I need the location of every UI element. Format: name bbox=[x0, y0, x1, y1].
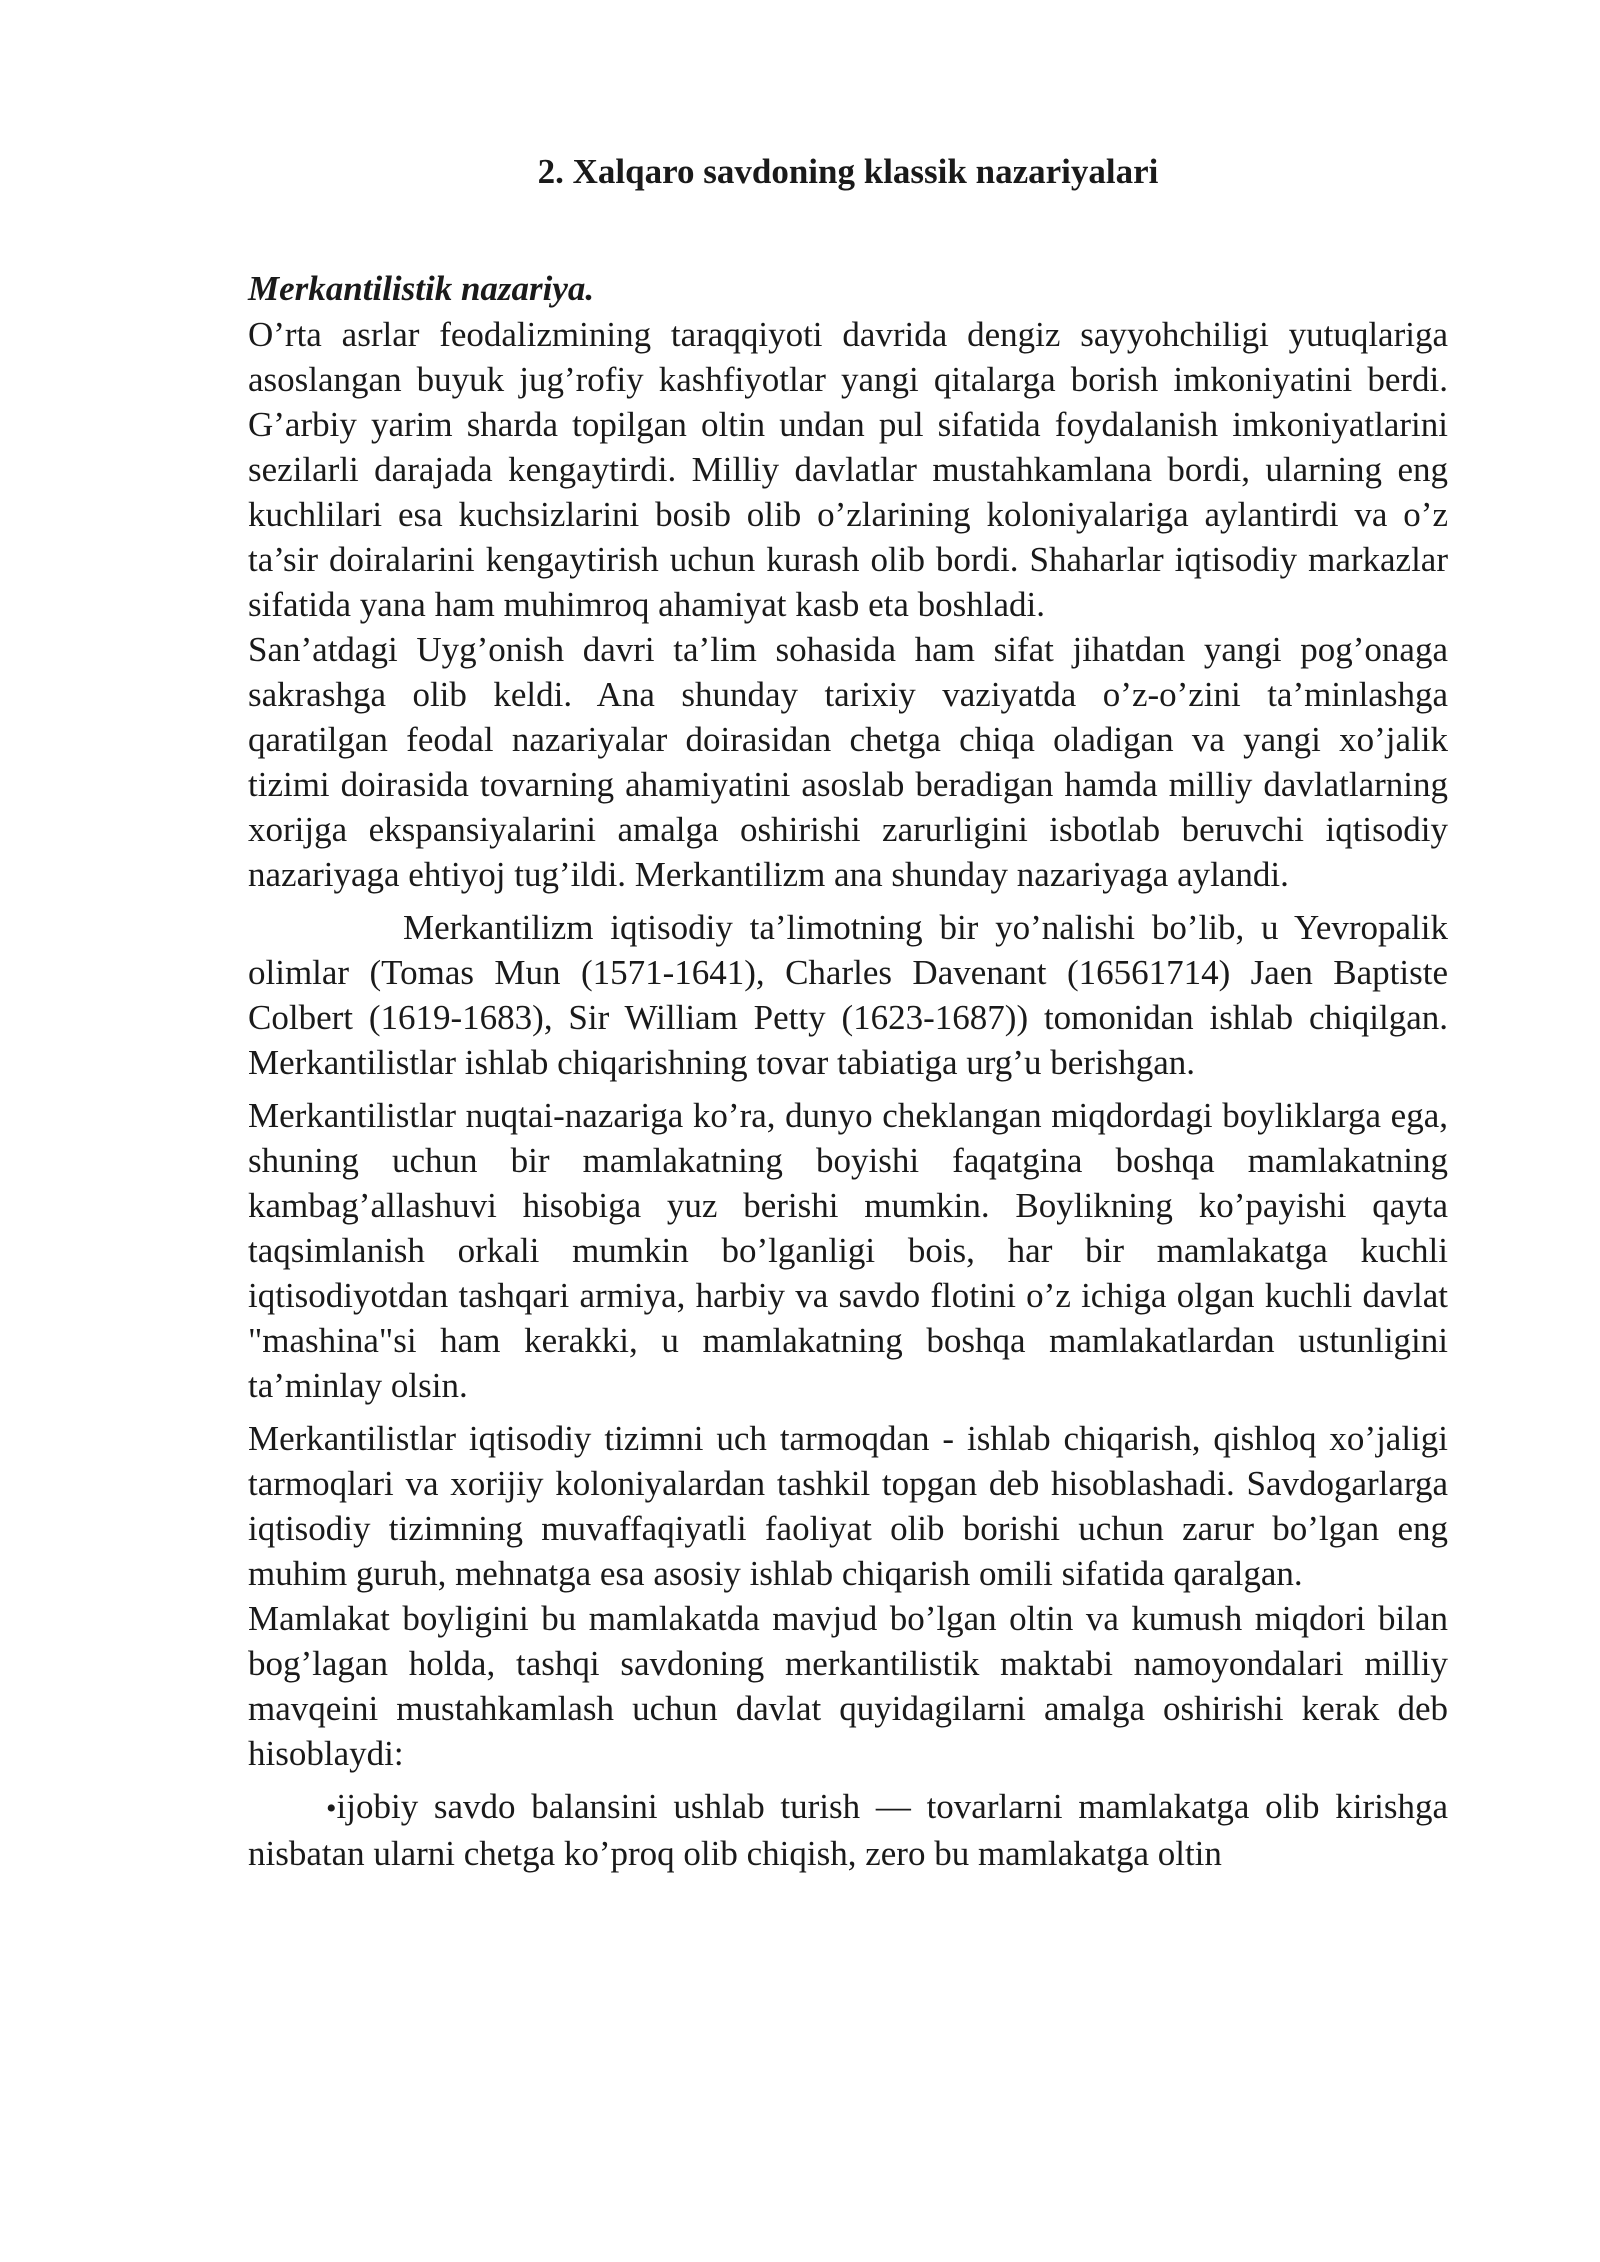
bullet-icon: • bbox=[326, 1792, 337, 1825]
bullet-item bbox=[248, 1784, 1448, 1876]
paragraph-2: San’atdagi Uyg’onish davri ta’lim sohasida ham sifat jihatdan yangi pog’onaga sakrashga olib keldi. Ana shunday tarixiy vaziyatda o’z-o’zini ta’minlashga qaratilgan feodal nazariyalar doirasidan chetga chiqa oladigan va yangi xo’jalik tizimi doirasida tovarning ahamiyatini asoslab beradigan hamda milliy davlatlarning xorijga ekspansiyalarini amalga oshirishi zarurligini isbotlab beruvchi iqtisodiy nazariyaga ehtiyoj tug’ildi. Merkantilizm ana shunday nazariyaga aylandi. bbox=[248, 630, 1448, 894]
paragraph-6: Mamlakat boyligini bu mamlakatda mavjud bo’lgan oltin va kumush miqdori bilan bog’lagan holda, tashqi savdoning merkantilistik maktabi namoyondalari milliy mavqeini mustahkamlash uchun davlat quyidagilarni amalga oshirishi kerak deb hisoblaydi: bbox=[248, 1599, 1448, 1773]
document-title: 2. Xalqaro savdoning klassik nazariyalari bbox=[537, 152, 1159, 191]
bullet-text: ijobiy savdo balansini ushlab turish — tovarlarni mamlakatga olib kirishga nisbatan ularni chetga ko’proq olib chiqish, zero bu mamlakatga oltin bbox=[248, 1787, 1448, 1873]
paragraph-4: Merkantilistlar nuqtai-nazariga ko’ra, dunyo cheklangan miqdordagi boyliklarga ega, shuning uchun bir mamlakatning boyishi faqatgina boshqa mamlakatning kambag’allashuvi hisobiga yuz berishi mumkin. Boylikning ko’payishi qayta taqsimlanish orkali mumkin bo’lganligi bois, har bir mamlakatga kuchli iqtisodiyotdan tashqari armiya, harbiy va savdo flotini o’z ichiga olgan kuchli davlat "mashina"si ham kerakki, u mamlakatning boshqa mamlakatlardan ustunligini ta’minlay olsin. bbox=[248, 1096, 1448, 1405]
section-heading: Merkantilistik nazariya. bbox=[248, 269, 595, 308]
paragraph-3: Merkantilizm iqtisodiy ta’limotning bir yo’nalishi bo’lib, u Yevropalik olimlar (Tomas Mun (1571-1641), Charles Davenant (16561714) Jaen Baptiste Colbert (1619-1683), Sir William Petty (1623-1687)) tomonidan ishlab chiqilgan. Merkantilistlar ishlab chiqarishning tovar tabiatiga urg’u berishgan. bbox=[248, 908, 1448, 1082]
paragraph-1: O’rta asrlar feodalizmining taraqqiyoti davrida dengiz sayyohchiligi yutuqlariga asoslangan buyuk jug’rofiy kashfiyotlar yangi qitalarga borish imkoniyatini berdi. G’arbiy yarim sharda topilgan oltin undan pul sifatida foydalanish imkoniyatlarini sezilarli darajada kengaytirdi. Milliy davlatlar mustahkamlana bordi, ularning eng kuchlilari esa kuchsizlarini bosib olib o’zlarining koloniyalariga aylantirdi va o’z ta’sir doiralarini kengaytirish uchun kurash olib bordi. Shaharlar iqtisodiy markazlar sifatida yana ham muhimroq ahamiyat kasb eta boshladi. bbox=[248, 315, 1448, 624]
paragraph-5: Merkantilistlar iqtisodiy tizimni uch tarmoqdan - ishlab chiqarish, qishloq xo’jaligi tarmoqlari va xorijiy koloniyalardan tashkil topgan deb hisoblashadi. Savdogarlarga iqtisodiy tizimning muvaffaqiyatli faoliyat olib borishi uchun zarur bo’lgan eng muhim guruh, mehnatga esa asosiy ishlab chiqarish omili sifatida qaralgan. bbox=[248, 1419, 1448, 1593]
document-page bbox=[248, 150, 1448, 1876]
